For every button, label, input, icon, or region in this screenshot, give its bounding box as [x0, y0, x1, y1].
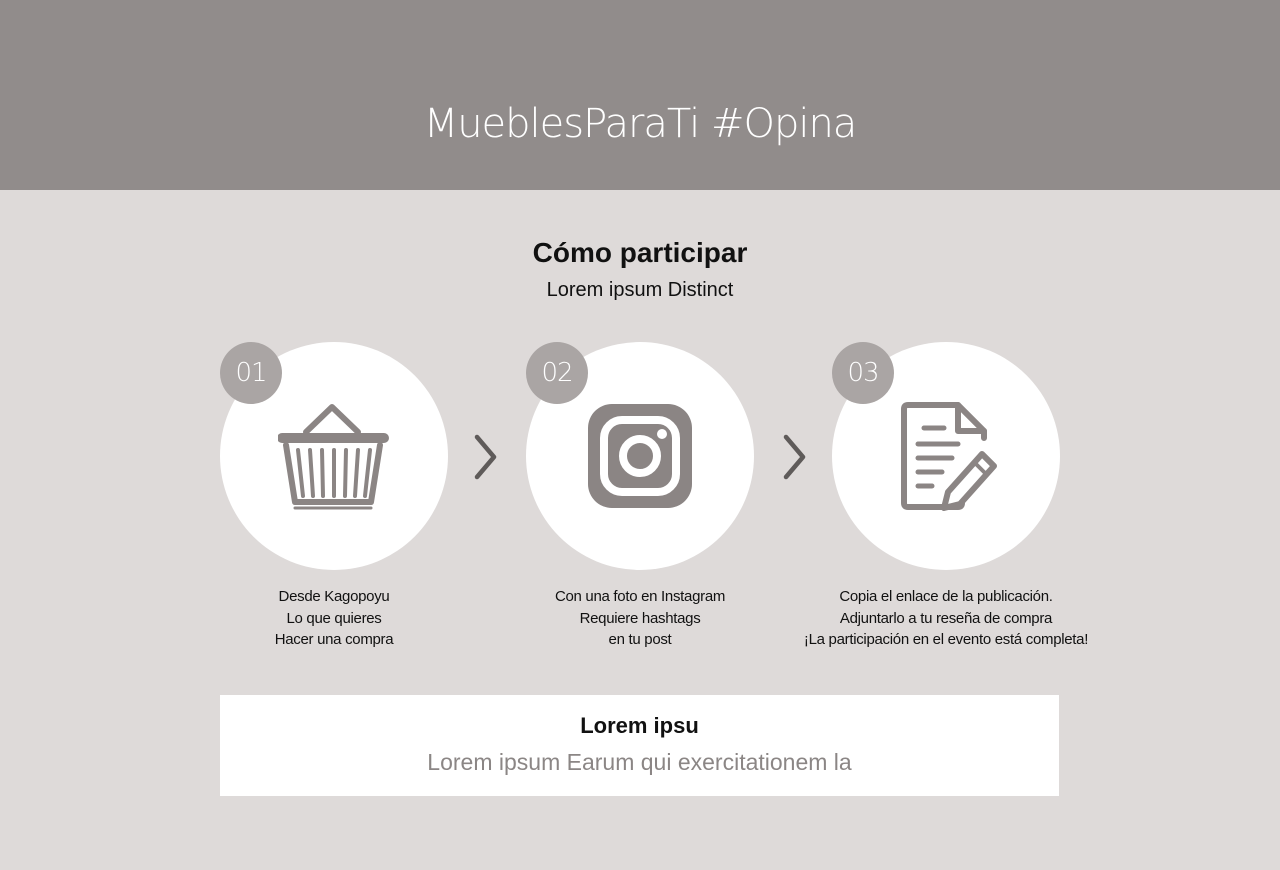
notice-box	[220, 695, 1059, 796]
step-card-1	[220, 342, 448, 570]
instagram-icon	[584, 400, 696, 512]
step-line: Hacer una compra	[274, 631, 394, 648]
section-title: Cómo participar	[532, 237, 748, 268]
hero-banner	[0, 0, 1280, 190]
step-description-2	[510, 586, 770, 651]
step-line: Con una foto en Instagram	[554, 588, 726, 605]
step-line: Lo que quieres	[286, 609, 382, 627]
step-number-badge: 03	[832, 342, 894, 404]
step-number-badge: 02	[526, 342, 588, 404]
chevron-right-icon	[781, 432, 811, 482]
step-card-2	[526, 342, 754, 570]
step-card-3	[832, 342, 1060, 570]
step-line: Adjuntarlo a tu reseña de compra	[839, 609, 1053, 627]
document-edit-icon	[890, 400, 1002, 512]
step-line: Requiere hashtags	[579, 609, 701, 627]
shopping-basket-icon	[278, 400, 390, 512]
section-subtitle: Lorem ipsum Distinct	[546, 279, 734, 301]
step-line: Copia el enlace de la publicación.	[839, 588, 1053, 605]
step-description-1	[214, 586, 454, 651]
step-line: ¡La participación en el evento está completa!	[803, 631, 1089, 648]
step-description-3	[776, 586, 1116, 651]
step-number-badge: 01	[220, 342, 282, 404]
hero-title: MueblesParaTi #Opina	[423, 101, 857, 147]
step-line: Desde Kagopoyu	[278, 588, 390, 605]
notice-text: Lorem ipsum Earum qui exercitationem la	[427, 749, 852, 775]
notice-title: Lorem ipsu	[580, 713, 699, 738]
chevron-right-icon	[472, 432, 502, 482]
step-line: en tu post	[608, 631, 672, 648]
